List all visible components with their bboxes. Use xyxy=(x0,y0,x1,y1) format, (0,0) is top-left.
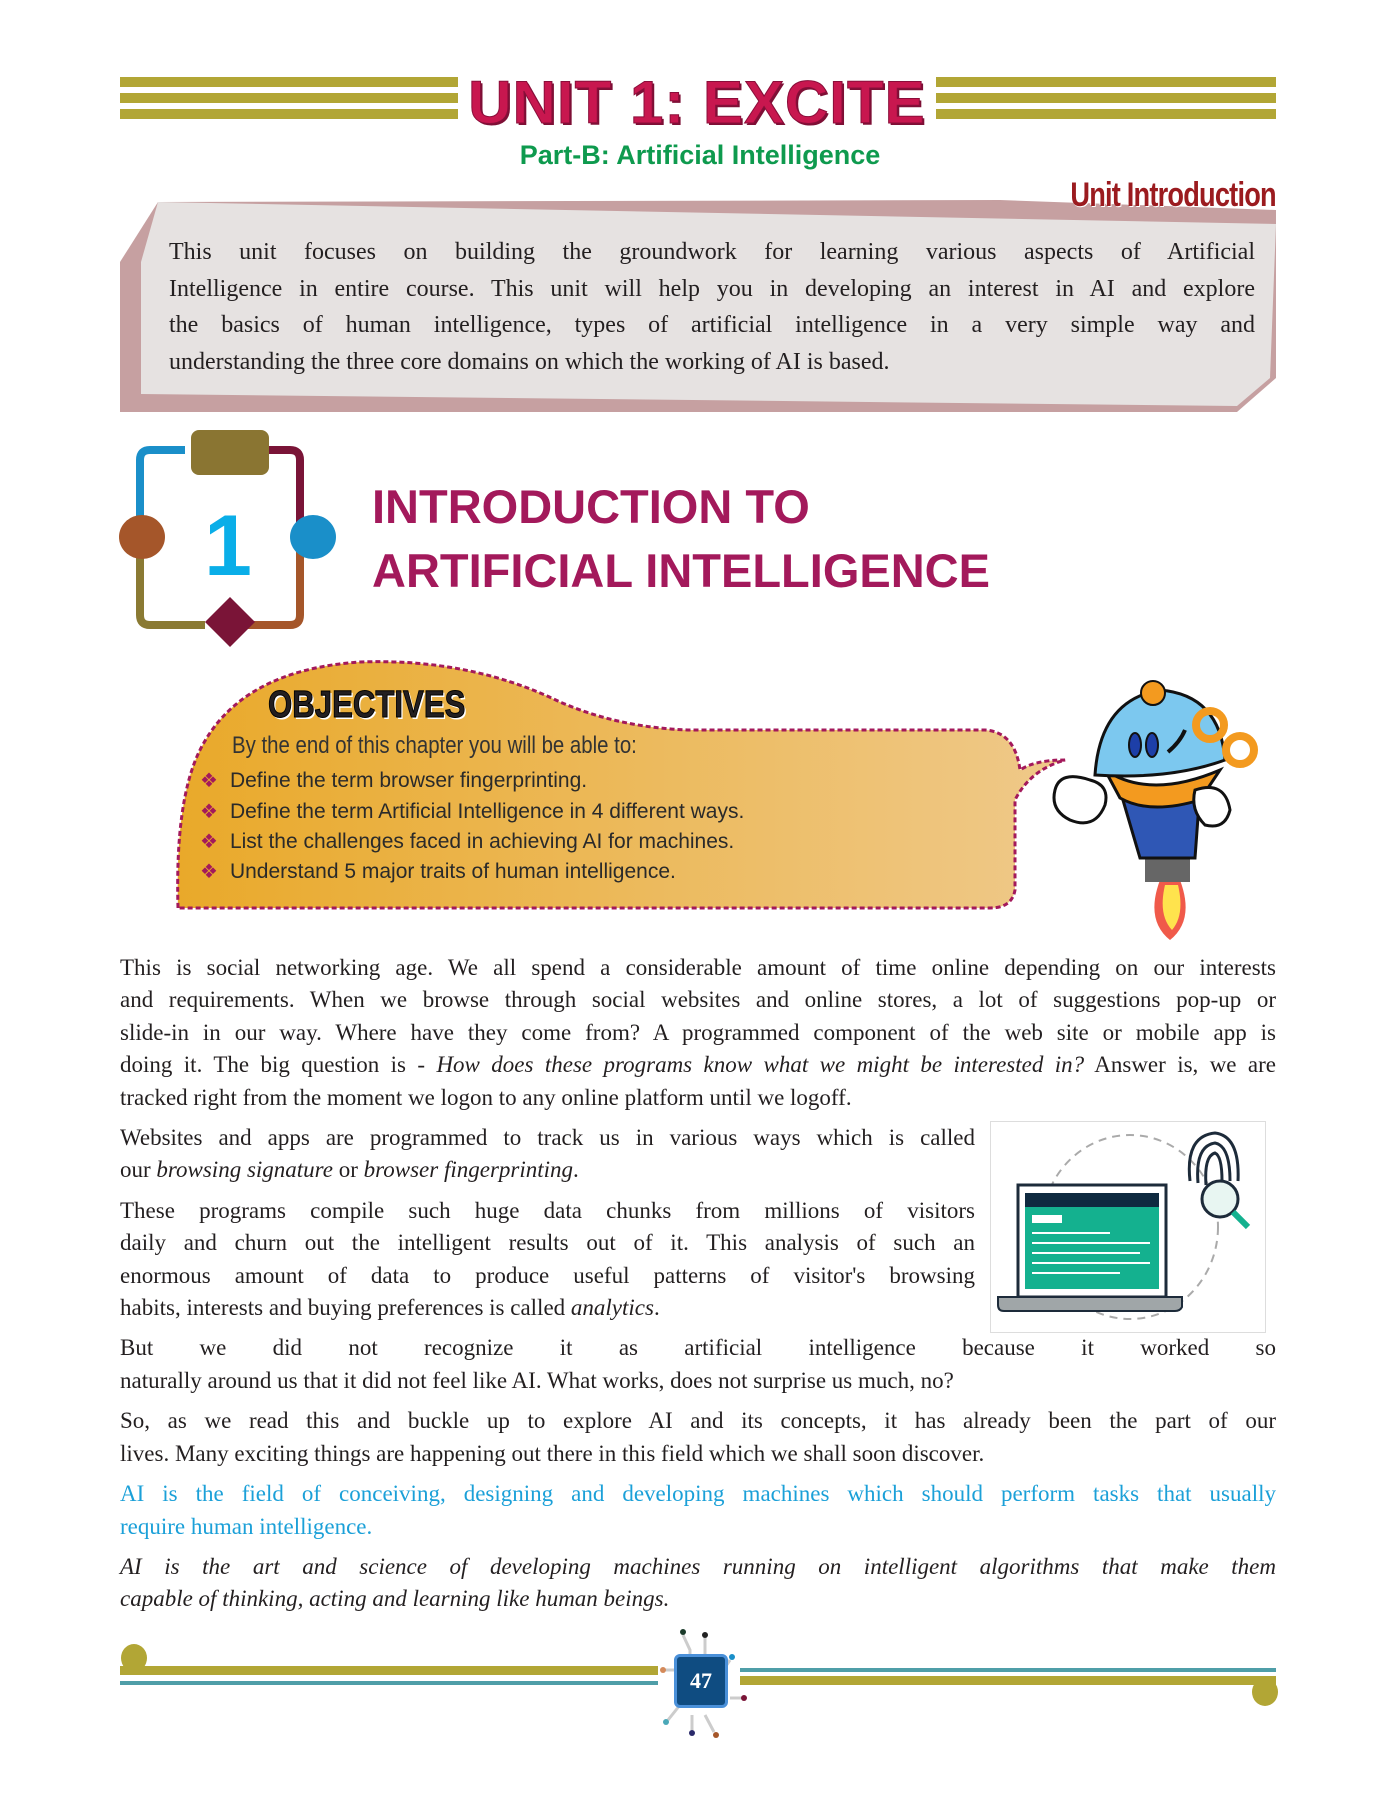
text-segment: naturally around us that it did not feel like AI. What works, does not surprise us much, no? xyxy=(120,1367,954,1393)
body-line xyxy=(120,1154,975,1186)
text-segment: lives. Many exciting things are happening out there in this field which we shall soon discover. xyxy=(120,1440,985,1466)
body-paragraph xyxy=(120,1122,975,1187)
unit-introduction-label: Unit Introduction xyxy=(1070,176,1276,214)
emphasized-text: browser fingerprinting xyxy=(363,1157,574,1183)
text-segment: Answer is, we are xyxy=(1084,1052,1276,1078)
text-segment: AI is the art and science of developing machines running on intelligent algorithms that make them xyxy=(120,1553,1276,1579)
chapter-title-line: INTRODUCTION TO xyxy=(372,480,810,533)
body-line xyxy=(120,1332,1276,1364)
intro-line: understanding the three core domains on which the working of AI is based. xyxy=(169,348,890,375)
body-paragraph xyxy=(120,1405,1276,1470)
objectives-title: OBJECTIVES xyxy=(268,684,466,726)
body-line xyxy=(120,1017,1276,1049)
unit-title: UNIT 1: EXCITE xyxy=(468,69,926,136)
body-line xyxy=(120,1551,1276,1583)
emphasized-text: How does these programs know what we might be interested in? xyxy=(436,1052,1085,1078)
chapter-number: 1 xyxy=(204,498,252,594)
intro-line: the basics of human intelligence, types of artificial intelligence in a very simple way and xyxy=(169,312,1255,338)
unit-intro-text xyxy=(169,234,1255,380)
body-line xyxy=(120,984,1276,1016)
text-segment: capable of thinking, acting and learning like human beings. xyxy=(120,1586,670,1612)
emphasized-text: analytics xyxy=(570,1295,654,1321)
text-segment: Websites and apps are programmed to track us in various ways which is called xyxy=(120,1125,975,1151)
objective-item xyxy=(200,799,744,824)
objective-text: Define the term Artificial Intelligence in 4 different ways. xyxy=(229,800,745,823)
text-segment: daily and churn out the intelligent results out of it. This analysis of such an xyxy=(120,1230,975,1256)
body-paragraph xyxy=(120,1195,975,1325)
text-segment: enormous amount of data to produce useful patterns of visitor's browsing xyxy=(120,1262,975,1288)
objective-text: Understand 5 major traits of human intelligence. xyxy=(229,860,676,883)
body-line xyxy=(120,1082,1276,1114)
body-line xyxy=(120,1365,1276,1397)
diamond-bullet-icon: ❖ xyxy=(200,831,218,853)
chapter-title-line: ARTIFICIAL INTELLIGENCE xyxy=(372,544,990,597)
text-segment: So, as we read this and buckle up to explore AI and its concepts, it has already been the part of our xyxy=(120,1408,1276,1434)
chapter-title xyxy=(372,475,990,603)
objective-text: List the challenges faced in achieving AI for machines. xyxy=(229,830,735,853)
body-line xyxy=(120,952,1276,984)
text-segment: or xyxy=(333,1157,364,1183)
body-paragraph xyxy=(120,952,1276,1114)
body-paragraph xyxy=(120,1551,1276,1616)
page-number: 47 xyxy=(674,1654,728,1708)
text-segment: These programs compile such huge data chunks from millions of visitors xyxy=(120,1197,975,1223)
part-subtitle: Part-B: Artificial Intelligence xyxy=(519,140,881,170)
body-paragraph xyxy=(120,1478,1276,1543)
browser-fingerprint-illustration xyxy=(990,1121,1266,1333)
body-line xyxy=(120,1195,975,1227)
body-line xyxy=(120,1260,975,1292)
objective-text: Define the term browser fingerprinting. xyxy=(229,769,588,792)
body-line xyxy=(120,1583,1276,1615)
objective-item xyxy=(200,859,676,884)
body-line xyxy=(120,1478,1276,1510)
intro-line: This unit focuses on building the groundwork for learning various aspects of Artificial xyxy=(169,239,1255,265)
body-line xyxy=(120,1511,1276,1543)
text-segment: and requirements. When we browse through social websites and online stores, a lot of suggestions pop-up or xyxy=(120,987,1276,1013)
intro-line: Intelligence in entire course. This unit will help you in developing an interest in AI and explore xyxy=(169,275,1255,302)
text-segment: require human intelligence. xyxy=(120,1513,373,1539)
diamond-bullet-icon: ❖ xyxy=(200,770,218,792)
text-segment: tracked right from the moment we logon to any online platform until we logoff. xyxy=(120,1084,852,1110)
chapter-number-badge xyxy=(115,425,345,650)
text-segment: our xyxy=(120,1157,157,1183)
body-line xyxy=(120,1405,1276,1437)
objective-item xyxy=(200,768,587,793)
text-segment: . xyxy=(653,1295,660,1321)
body-paragraph xyxy=(120,1332,1276,1397)
text-segment: But we did not recognize it as artificial intelligence because it worked so xyxy=(120,1335,1276,1361)
text-segment: doing it. The big question is - xyxy=(120,1052,437,1078)
body-line xyxy=(120,1122,975,1154)
text-segment: slide-in in our way. Where have they come from? A programmed component of the web site or mobile app is xyxy=(120,1019,1276,1045)
body-line xyxy=(120,1438,1276,1470)
emphasized-text: browsing signature xyxy=(156,1157,333,1183)
text-segment: This is social networking age. We all spend a considerable amount of time online depending on our interests xyxy=(120,955,1276,980)
objective-item xyxy=(200,829,734,854)
body-line xyxy=(120,1292,975,1324)
text-segment: AI is the field of conceiving, designing and developing machines which should perform tasks that usually xyxy=(120,1481,1276,1507)
diamond-bullet-icon: ❖ xyxy=(200,801,218,823)
body-line xyxy=(120,1049,1276,1081)
text-segment: . xyxy=(573,1157,579,1183)
text-segment: habits, interests and buying preferences is called xyxy=(120,1295,571,1321)
diamond-bullet-icon: ❖ xyxy=(200,861,218,883)
robot-mascot-icon xyxy=(1050,680,1280,945)
objectives-intro: By the end of this chapter you will be able to: xyxy=(232,732,637,759)
body-line xyxy=(120,1227,975,1259)
